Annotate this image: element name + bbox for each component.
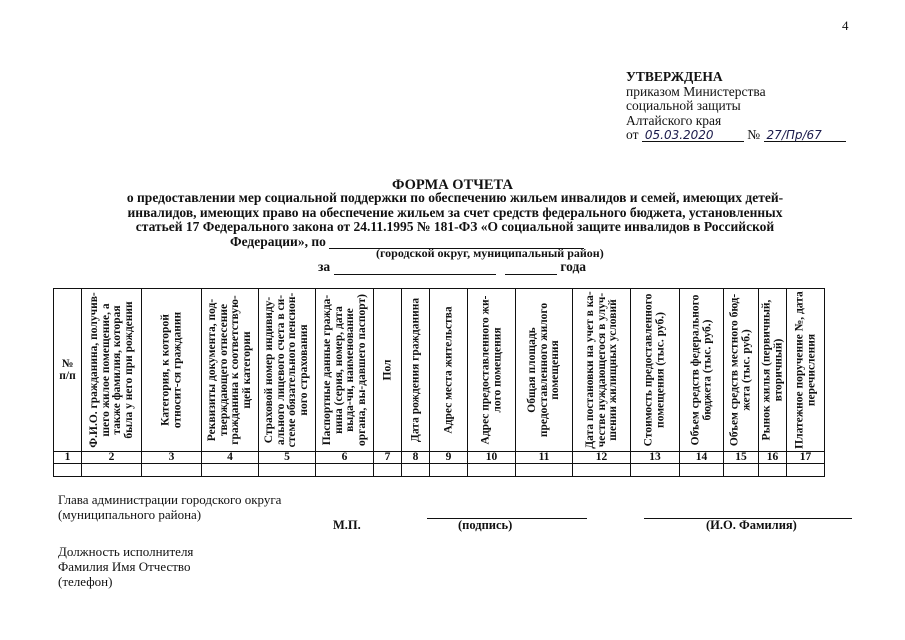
column-number: 12 [573, 452, 631, 464]
executor-line: Должность исполнителя [58, 544, 194, 559]
form-subtitle [90, 191, 820, 249]
header-label: Платежное поручение №, дата перечисления [793, 291, 817, 449]
period-row [318, 259, 586, 275]
column-number: 1 [54, 452, 82, 464]
header-cell [724, 289, 759, 452]
table-cell [54, 464, 82, 477]
table-cell [142, 464, 202, 477]
subtitle-line: о предоставлении мер социальной поддержки по обеспечению жильем инвалидов и семей, имеющих детей- [126, 190, 784, 205]
header-label: Пол [380, 359, 393, 381]
executor-block [58, 544, 193, 589]
header-cell [82, 289, 142, 452]
form-title: ФОРМА ОТЧЕТА [392, 177, 513, 193]
stamp-place: М.П. [333, 518, 361, 532]
column-number: 4 [202, 452, 259, 464]
header-cell [202, 289, 259, 452]
header-label: Рынок жилья (первичный, вторичный) [760, 299, 784, 441]
approval-line: социальной защиты [626, 98, 741, 113]
header-label: Паспортные данные гражда-нина (серия, номер, дата выда-чи, наименование органа, вы-давшего паспорт) [320, 294, 367, 446]
header-cell [573, 289, 631, 452]
header-label: Дата рождения гражданина [408, 297, 421, 443]
period-blank-1 [334, 262, 496, 275]
approval-number-handwritten: 27/Пр/67 [764, 129, 846, 142]
header-label: Дата постановки на учет в ка-честве нуждающегося в улуч-шении жилищных условий [583, 291, 619, 449]
table-cell [259, 464, 316, 477]
subtitle-last-text: Федерации», по [230, 233, 326, 249]
header-label: Объем средств федерального бюджета (тыс. руб.) [689, 294, 713, 446]
column-number: 5 [259, 452, 316, 464]
column-number: 15 [724, 452, 759, 464]
header-cell [142, 289, 202, 452]
table-cell [202, 464, 259, 477]
header-cell [787, 289, 825, 452]
header-label: Категория, к которой относит-ся гражданин [159, 311, 183, 429]
column-number: 7 [374, 452, 402, 464]
table-cell [82, 464, 142, 477]
table-cell [430, 464, 468, 477]
column-number: 16 [759, 452, 787, 464]
header-cell [402, 289, 430, 452]
approval-date-prefix: от [626, 127, 639, 142]
table-number-row [54, 452, 825, 464]
header-label: Адрес предоставленного жи-лого помещения [479, 295, 503, 445]
header-label: Общая площадь предоставленного жилого помещения [525, 302, 561, 438]
column-number: 14 [680, 452, 724, 464]
approval-date-handwritten: 05.03.2020 [642, 129, 744, 142]
subtitle-line: статьей 17 Федерального закона от 24.11.1995 № 181-ФЗ «О социальной защите инвалидов в Российской [135, 219, 775, 234]
column-number: 3 [142, 452, 202, 464]
report-table [53, 288, 825, 477]
table-cell [516, 464, 573, 477]
header-cell [631, 289, 680, 452]
table-cell [316, 464, 374, 477]
header-cell [516, 289, 573, 452]
header-label: Стоимость предоставленного помещения (тыс. руб.) [642, 293, 666, 447]
signature-caption: (подпись) [458, 518, 513, 532]
table-cell [787, 464, 825, 477]
period-suffix: года [560, 259, 587, 274]
header-label: Ф.И.О. гражданина, получив-шего жилое помещение, а также фамилия, которая была у него при рождении [87, 292, 134, 448]
table-row [54, 464, 825, 477]
signature-head-line: Глава администрации городского округа [58, 492, 282, 507]
table-cell [573, 464, 631, 477]
approval-date-row [626, 128, 846, 143]
executor-line: (телефон) [58, 574, 113, 589]
signature-head-line: (муниципального района) [58, 507, 202, 522]
column-number: 10 [468, 452, 516, 464]
table-cell [402, 464, 430, 477]
subtitle-line: инвалидов, имеющих право на обеспечение жильем за счет средств федерального бюджета, установленных [127, 204, 783, 220]
page-number: 4 [842, 18, 849, 33]
table-cell [631, 464, 680, 477]
header-cell [468, 289, 516, 452]
approval-number-prefix: № [747, 127, 761, 142]
header-no-label: № п/п [59, 358, 76, 382]
table-cell [374, 464, 402, 477]
header-cell [430, 289, 468, 452]
header-cell [680, 289, 724, 452]
municipality-hint: (городской округ, муниципальный район) [376, 246, 604, 260]
table-cell [759, 464, 787, 477]
header-cell [759, 289, 787, 452]
column-number: 8 [402, 452, 430, 464]
header-label: Страховой номер индивиду-ального лицевого счета в си-стеме обязательного пенсион-ного страхования [263, 292, 310, 448]
approval-block [626, 70, 846, 143]
column-number: 9 [430, 452, 468, 464]
header-cell [259, 289, 316, 452]
table-cell [680, 464, 724, 477]
header-label: Реквизиты документа, под-тверждающего отнесение гражданина к соответствую-щей категории [206, 295, 253, 445]
column-number: 17 [787, 452, 825, 464]
header-cell [316, 289, 374, 452]
column-number: 6 [316, 452, 374, 464]
header-label: Объем средств местного бюд-жета (тыс. руб.) [728, 293, 752, 447]
approval-heading: УТВЕРЖДЕНА [626, 69, 723, 84]
column-number: 13 [631, 452, 680, 464]
period-blank-2 [505, 262, 557, 275]
table-header-row [54, 289, 825, 452]
period-prefix: за [318, 259, 331, 274]
name-caption: (И.О. Фамилия) [706, 518, 797, 532]
approval-line: Алтайского края [626, 112, 722, 128]
head-of-administration [58, 492, 281, 522]
column-number: 2 [82, 452, 142, 464]
header-label: Адрес места жительства [441, 306, 454, 434]
header-cell [54, 289, 82, 452]
column-number: 11 [516, 452, 573, 464]
table-cell [724, 464, 759, 477]
executor-line: Фамилия Имя Отчество [58, 559, 191, 574]
header-cell [374, 289, 402, 452]
approval-line: приказом Министерства [626, 83, 766, 99]
table-cell [468, 464, 516, 477]
